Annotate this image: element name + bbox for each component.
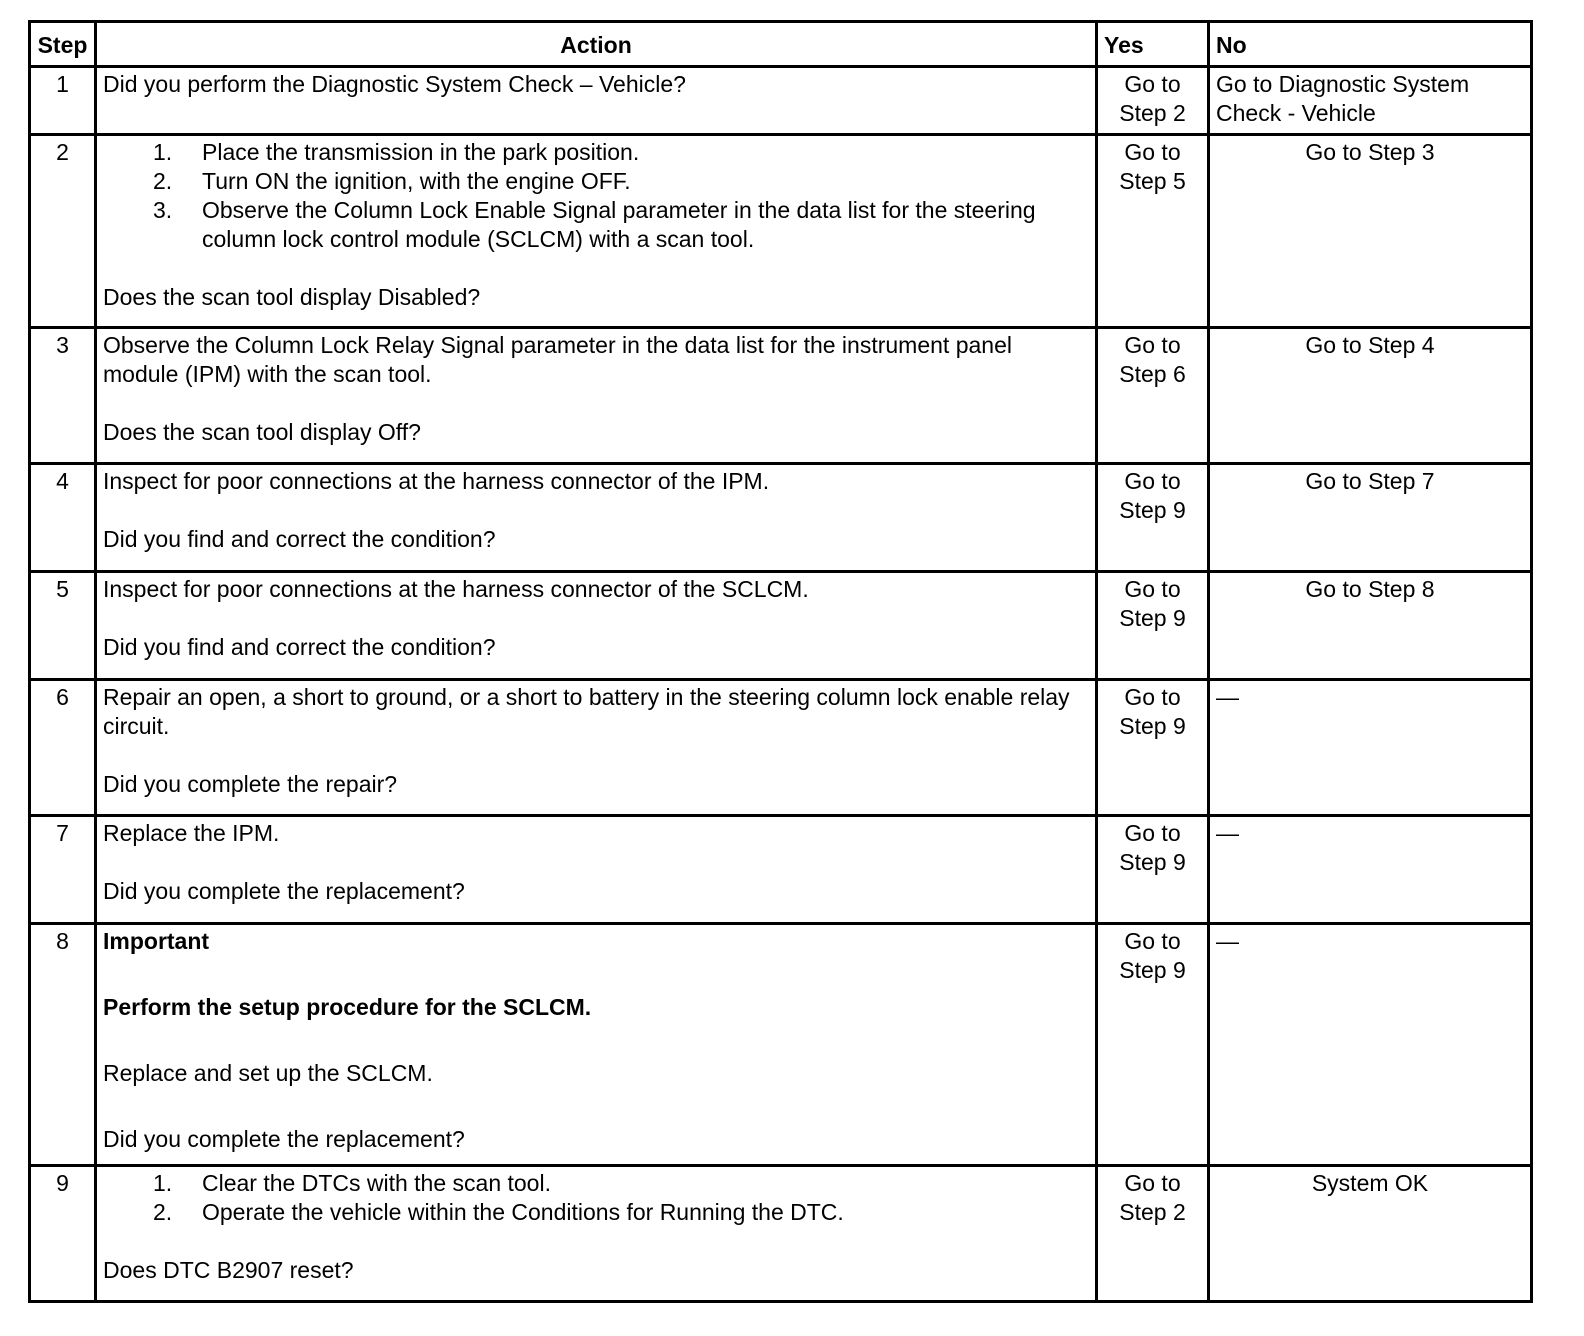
action-text: Did you perform the Diagnostic System Check – Vehicle? [103, 71, 686, 97]
table-row [30, 680, 1532, 816]
yes-cell [1097, 1166, 1209, 1302]
yes-line-1: Go to [1124, 820, 1181, 846]
table-row [30, 328, 1532, 464]
list-text: Turn ON the ignition, with the engine OFF. [202, 168, 631, 194]
no-line-1: Go to Diagnostic System [1216, 71, 1470, 97]
action-cell [96, 1166, 1097, 1302]
step-number: 1 [30, 67, 96, 135]
yes-line-1: Go to [1124, 332, 1181, 358]
yes-cell [1097, 135, 1209, 328]
question-text: Did you complete the replacement? [103, 878, 465, 904]
table-header-row [30, 22, 1532, 67]
list-number: 1. [153, 139, 173, 165]
no-cell: Go to Step 7 [1209, 464, 1532, 572]
list-item [103, 1169, 1089, 1198]
yes-cell [1097, 816, 1209, 924]
question-text: Did you find and correct the condition? [103, 526, 496, 552]
list-item [103, 1198, 1089, 1227]
yes-line-1: Go to [1124, 1170, 1181, 1196]
no-cell [1209, 67, 1532, 135]
step-number: 4 [30, 464, 96, 572]
yes-line-1: Go to [1124, 468, 1181, 494]
action-cell [96, 464, 1097, 572]
yes-line-2: Step 6 [1119, 361, 1186, 387]
action-cell [96, 924, 1097, 1166]
question-text: Does the scan tool display Off? [103, 419, 421, 445]
yes-line-2: Step 9 [1119, 849, 1186, 875]
question-text: Does the scan tool display Disabled? [103, 284, 481, 310]
no-cell: — [1209, 816, 1532, 924]
question-text: Did you complete the repair? [103, 771, 398, 797]
step-number: 9 [30, 1166, 96, 1302]
table-row [30, 816, 1532, 924]
yes-line-1: Go to [1124, 928, 1181, 954]
list-item [103, 167, 1089, 196]
list-text: Operate the vehicle within the Conditions for Running the DTC. [202, 1199, 844, 1225]
yes-line-2: Step 5 [1119, 168, 1186, 194]
action-cell [96, 328, 1097, 464]
yes-line-2: Step 2 [1119, 100, 1186, 126]
yes-line-2: Step 9 [1119, 497, 1186, 523]
list-number: 2. [153, 1199, 173, 1225]
table-row [30, 572, 1532, 680]
action-cell [96, 816, 1097, 924]
yes-cell [1097, 464, 1209, 572]
action-text: Replace the IPM. [103, 820, 280, 846]
header-no: No [1209, 22, 1532, 67]
yes-cell [1097, 328, 1209, 464]
action-text: Observe the Column Lock Relay Signal parameter in the data list for the instrument panel module (IPM) with the scan tool. [103, 332, 1012, 387]
list-text: Observe the Column Lock Enable Signal parameter in the data list for the steering column lock control module (SCLCM) with a scan tool. [202, 197, 1036, 252]
no-cell: Go to Step 8 [1209, 572, 1532, 680]
yes-line-1: Go to [1124, 684, 1181, 710]
list-item [103, 138, 1089, 167]
list-text: Clear the DTCs with the scan tool. [202, 1170, 551, 1196]
question-text: Does DTC B2907 reset? [103, 1257, 354, 1283]
important-label: Important [103, 928, 210, 954]
procedure-list [103, 138, 1089, 254]
question-text: Did you complete the replacement? [103, 1126, 465, 1152]
action-cell [96, 680, 1097, 816]
action-text: Inspect for poor connections at the harness connector of the SCLCM. [103, 576, 809, 602]
no-line-2: Check - Vehicle [1216, 100, 1376, 126]
list-number: 1. [153, 1170, 173, 1196]
yes-line-2: Step 9 [1119, 605, 1186, 631]
step-number: 3 [30, 328, 96, 464]
header-step: Step [30, 22, 96, 67]
header-yes: Yes [1097, 22, 1209, 67]
list-number: 3. [153, 197, 173, 223]
table-row [30, 924, 1532, 1166]
step-number: 5 [30, 572, 96, 680]
step-number: 6 [30, 680, 96, 816]
action-text: Inspect for poor connections at the harness connector of the IPM. [103, 468, 770, 494]
yes-line-1: Go to [1124, 576, 1181, 602]
yes-line-2: Step 9 [1119, 713, 1186, 739]
table-row [30, 67, 1532, 135]
table-row [30, 464, 1532, 572]
yes-line-1: Go to [1124, 71, 1181, 97]
action-cell [96, 67, 1097, 135]
yes-cell [1097, 67, 1209, 135]
list-number: 2. [153, 168, 173, 194]
step-number: 7 [30, 816, 96, 924]
yes-cell [1097, 924, 1209, 1166]
important-text: Perform the setup procedure for the SCLCM. [103, 994, 592, 1020]
diagnostic-table [28, 20, 1533, 1303]
no-cell: Go to Step 4 [1209, 328, 1532, 464]
action-text: Repair an open, a short to ground, or a short to battery in the steering column lock enable relay circuit. [103, 684, 1070, 739]
yes-line-2: Step 9 [1119, 957, 1186, 983]
no-cell: — [1209, 924, 1532, 1166]
no-cell: Go to Step 3 [1209, 135, 1532, 328]
no-cell: System OK [1209, 1166, 1532, 1302]
action-text: Replace and set up the SCLCM. [103, 1060, 433, 1086]
step-number: 2 [30, 135, 96, 328]
yes-line-1: Go to [1124, 139, 1181, 165]
table-row [30, 1166, 1532, 1302]
list-text: Place the transmission in the park position. [202, 139, 640, 165]
procedure-list [103, 1169, 1089, 1227]
step-number: 8 [30, 924, 96, 1166]
header-action: Action [96, 22, 1097, 67]
question-text: Did you find and correct the condition? [103, 634, 496, 660]
action-cell [96, 572, 1097, 680]
no-cell: — [1209, 680, 1532, 816]
action-cell [96, 135, 1097, 328]
yes-line-2: Step 2 [1119, 1199, 1186, 1225]
yes-cell [1097, 572, 1209, 680]
table-row [30, 135, 1532, 328]
list-item [103, 196, 1089, 254]
yes-cell [1097, 680, 1209, 816]
